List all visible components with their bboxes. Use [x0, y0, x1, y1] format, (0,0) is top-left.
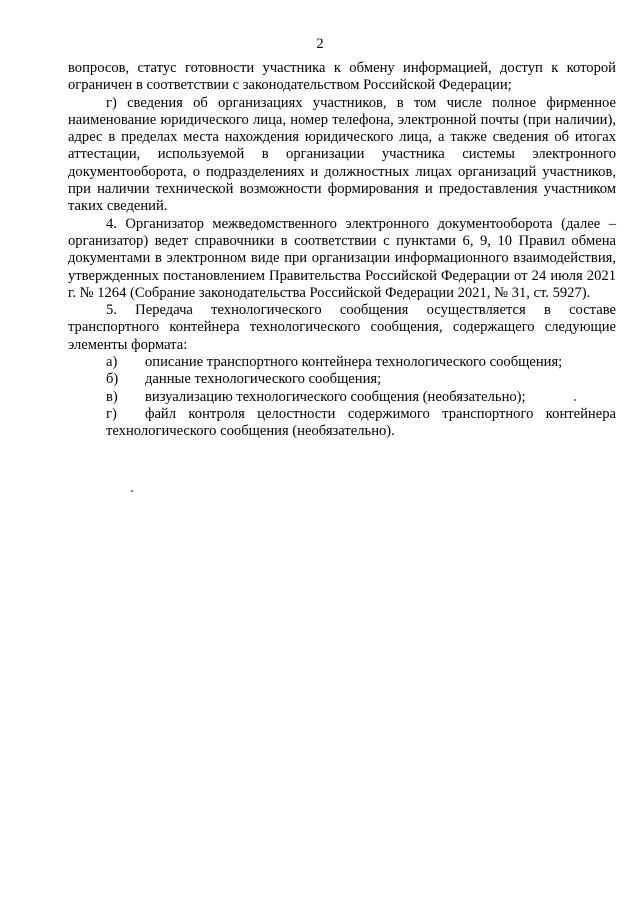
document-body [68, 60, 616, 441]
scan-speck [574, 399, 576, 401]
list-item-marker: в) [106, 388, 118, 405]
list-item-marker: а) [106, 354, 118, 371]
paragraph-continued: вопросов, статус готовности участника к обмену информацией, доступ к которой ограничен в соответствии с законодательством Российской Федерации; [68, 60, 616, 94]
list-item [68, 354, 616, 371]
paragraph-item-g: г) сведения об организациях участников, в том числе полное фирменное наименование юридического лица, номер телефона, электронной почты (при наличии), адрес в пределах места нахождения юридического лица, а также сведения об итогах аттестации, используемой в организации участника системы электронного документооборота, о подразделениях и должностных лицах организаций участников, при наличии технической возможности формирования и предоставления участником таких сведений. [68, 94, 616, 215]
list-item-marker: г) [106, 405, 117, 422]
list-item-marker: б) [106, 371, 119, 388]
list-item [68, 406, 616, 441]
list-item-text: данные технологического сообщения; [145, 371, 382, 388]
list-item [68, 389, 616, 406]
paragraph-5: 5. Передача технологического сообщения осуществляется в составе транспортного контейнера технологического сообщения, содержащего следующие элементы формата: [68, 302, 616, 353]
list-item-content [106, 406, 616, 441]
scan-speck [131, 490, 133, 492]
list-item-text: визуализацию технологического сообщения (необязательно); [145, 388, 526, 405]
page-number: 2 [316, 36, 324, 52]
paragraph-4: 4. Организатор межведомственного электронного документооборота (далее – организатор) ведет справочники в соответствии с пунктами 6, 9, 10 Правил обмена документами в электронном виде при организации информационного взаимодействия, утвержденных постановлением Правительства Российской Федерации от 24 июля 2021 г. № 1264 (Собрание законодательства Российской Федерации 2021, № 31, ст. 5927). [68, 215, 616, 301]
list-item-text: файл контроля целостности содержимого транспортного контейнера технологического сообщения (необязательно). [106, 405, 616, 440]
list-item [68, 371, 616, 388]
list-item-text: описание транспортного контейнера технологического сообщения; [145, 354, 563, 371]
